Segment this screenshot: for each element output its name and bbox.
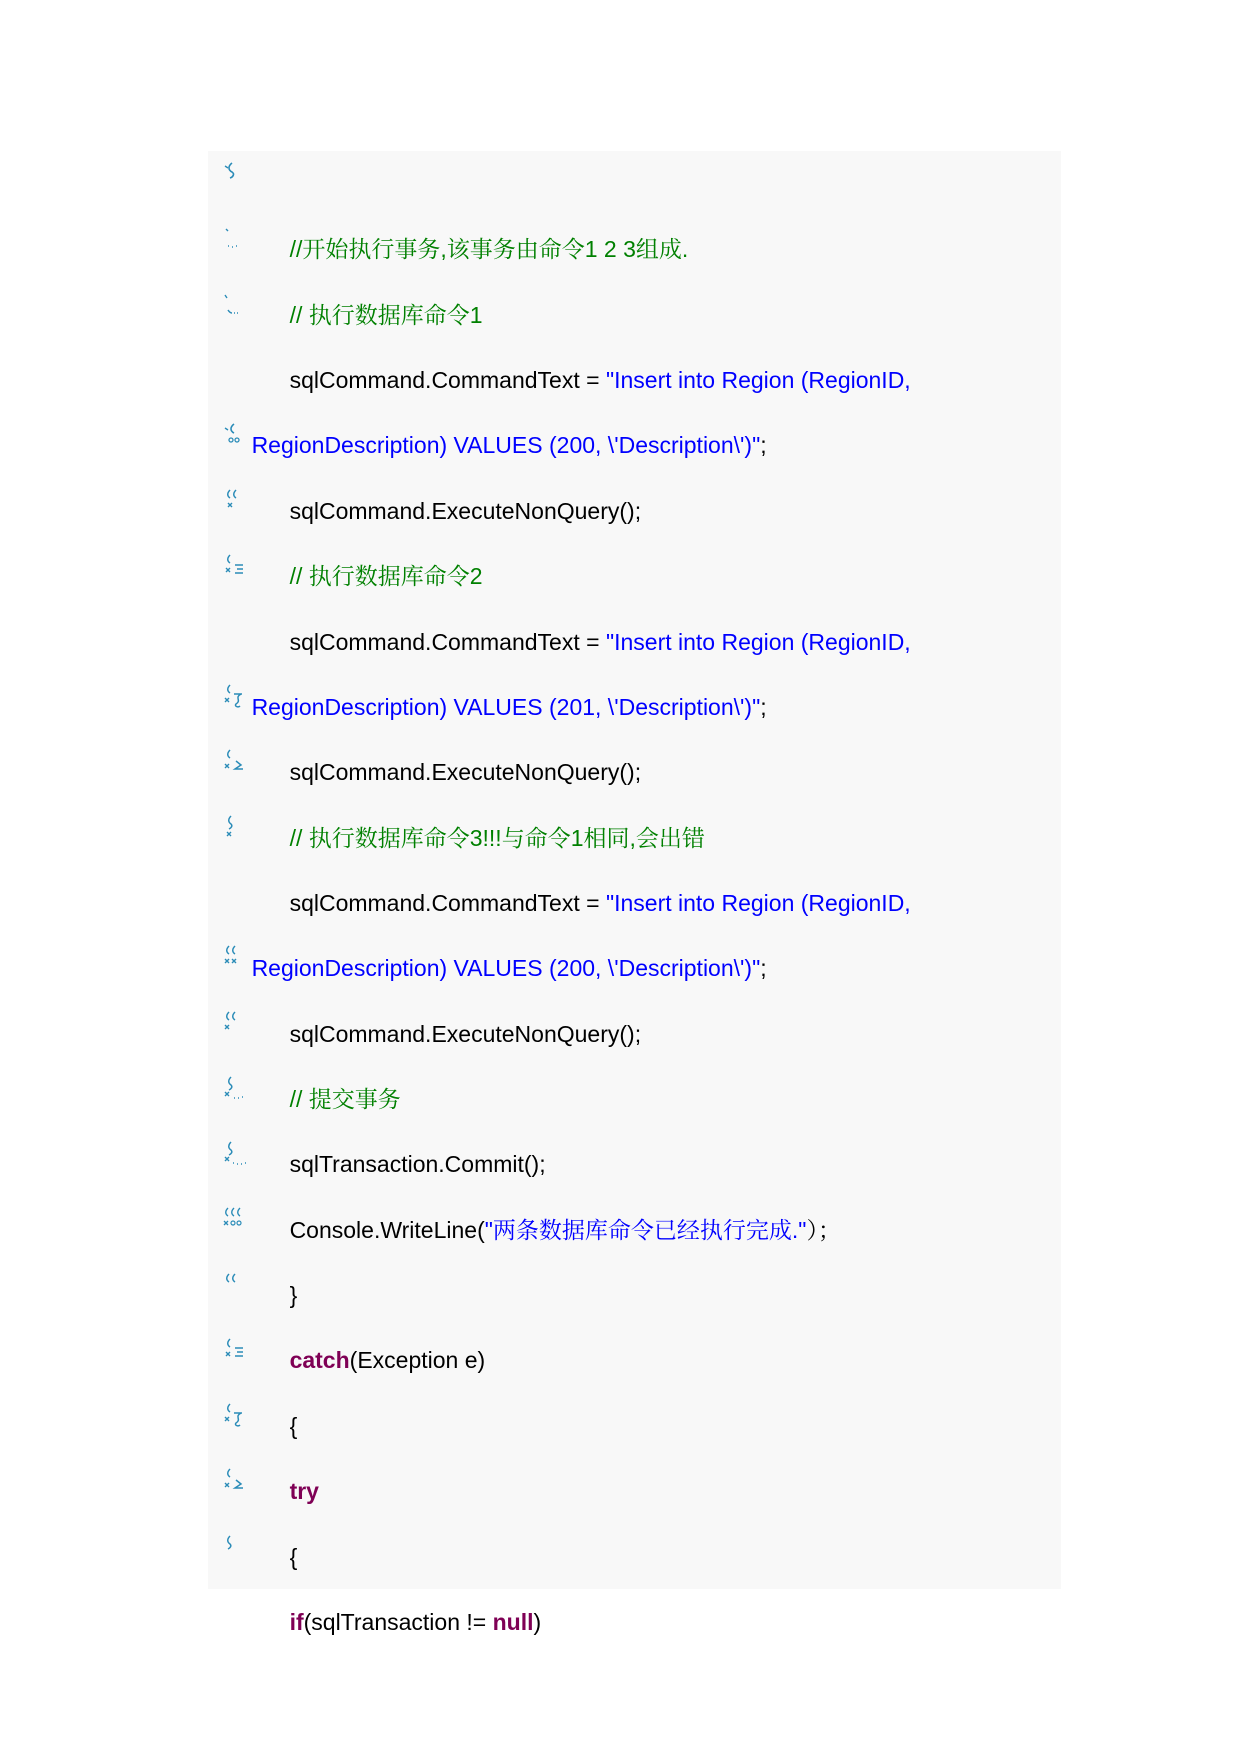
code-line-12 — [208, 871, 1061, 982]
code-line-3 — [208, 283, 1061, 394]
code-text: (Exception e) — [349, 1347, 486, 1374]
code-text: (sqlTransaction != — [303, 1608, 493, 1635]
line-marker-icon — [222, 945, 248, 971]
code-line-21 — [208, 1459, 1061, 1570]
line-marker-icon — [222, 553, 248, 579]
line-marker-icon — [222, 1337, 248, 1363]
comment-text: // 执行数据库命令3!!!与命令1相同,会出错 — [289, 824, 705, 851]
string-literal: RegionDescription) VALUES (200, \'Description\')" — [251, 432, 761, 459]
line-marker-icon — [222, 1272, 248, 1298]
string-literal: "Insert into Region (RegionID, — [605, 628, 911, 655]
comment-text: // 执行数据库命令2 — [289, 563, 483, 590]
code-text: sqlTransaction.Commit(); — [289, 1151, 546, 1178]
line-marker-icon — [222, 1011, 248, 1037]
line-marker-icon — [222, 1076, 248, 1102]
string-literal: "Insert into Region (RegionID, — [605, 367, 911, 394]
code-line-17 — [208, 1198, 1061, 1309]
code-text: sqlCommand.CommandText = — [289, 628, 606, 655]
comment-text: // 提交事务 — [289, 1086, 401, 1113]
keyword: null — [492, 1608, 534, 1635]
code-line-11 — [208, 806, 1061, 916]
code-line-14 — [208, 1002, 1061, 1113]
comment-text: // 执行数据库命令1 — [289, 301, 483, 328]
line-marker-icon — [222, 226, 248, 252]
code-text: ; — [760, 693, 767, 720]
closing-brace: } — [289, 1282, 298, 1309]
code-line-6 — [208, 479, 1061, 590]
code-text: ; — [760, 955, 767, 982]
code-line-22 — [208, 1525, 1061, 1635]
code-line-15 — [208, 1067, 1061, 1178]
line-marker-icon — [222, 1141, 248, 1167]
code-text: sqlCommand.CommandText = — [289, 889, 606, 916]
string-literal: "Insert into Region (RegionID, — [605, 889, 911, 916]
line-marker-icon — [222, 292, 248, 318]
code-text: Console.WriteLine( — [289, 1216, 485, 1243]
string-literal: RegionDescription) VALUES (201, \'Description\')" — [251, 693, 761, 720]
code-line-7 — [208, 544, 1061, 655]
line-marker-icon — [222, 1403, 248, 1429]
line-marker-icon — [222, 488, 248, 514]
code-text: sqlCommand.CommandText = — [289, 367, 606, 394]
code-text: ) — [533, 1608, 542, 1635]
string-literal: RegionDescription) VALUES (200, \'Description\')" — [251, 955, 761, 982]
code-line-5 — [208, 413, 1061, 524]
code-line-4 — [208, 348, 1061, 459]
code-line-10 — [208, 740, 1061, 851]
code-block — [208, 151, 1061, 1635]
code-line-8 — [208, 610, 1061, 720]
code-text: sqlCommand.ExecuteNonQuery(); — [289, 1020, 642, 1047]
line-marker-icon — [222, 749, 248, 775]
code-line-9 — [208, 675, 1061, 786]
code-line-19 — [208, 1328, 1061, 1439]
code-line-20 — [208, 1394, 1061, 1505]
comment-text: //开始执行事务,该事务由命令1 2 3组成. — [289, 236, 689, 263]
line-marker-icon — [222, 1207, 248, 1233]
line-marker-icon — [222, 684, 248, 710]
code-text: sqlCommand.ExecuteNonQuery(); — [289, 759, 642, 786]
code-line-13 — [208, 936, 1061, 1047]
code-line-1 — [208, 152, 1061, 263]
line-marker-icon — [222, 815, 248, 841]
keyword: if — [289, 1608, 304, 1635]
code-line-18 — [208, 1263, 1061, 1374]
code-line-16 — [208, 1132, 1061, 1243]
line-marker-icon — [222, 422, 248, 448]
opening-brace: { — [289, 1412, 298, 1439]
opening-brace: { — [289, 1543, 298, 1570]
code-text: sqlCommand.ExecuteNonQuery(); — [289, 497, 642, 524]
line-marker-icon — [222, 1534, 248, 1560]
line-marker-icon — [222, 1468, 248, 1494]
keyword: catch — [289, 1347, 350, 1374]
code-text: ; — [760, 432, 767, 459]
code-text: ）； — [806, 1216, 841, 1243]
code-line-2 — [208, 217, 1061, 328]
line-marker-icon — [222, 161, 248, 187]
string-literal: "两条数据库命令已经执行完成." — [484, 1216, 807, 1243]
keyword: try — [289, 1478, 319, 1505]
